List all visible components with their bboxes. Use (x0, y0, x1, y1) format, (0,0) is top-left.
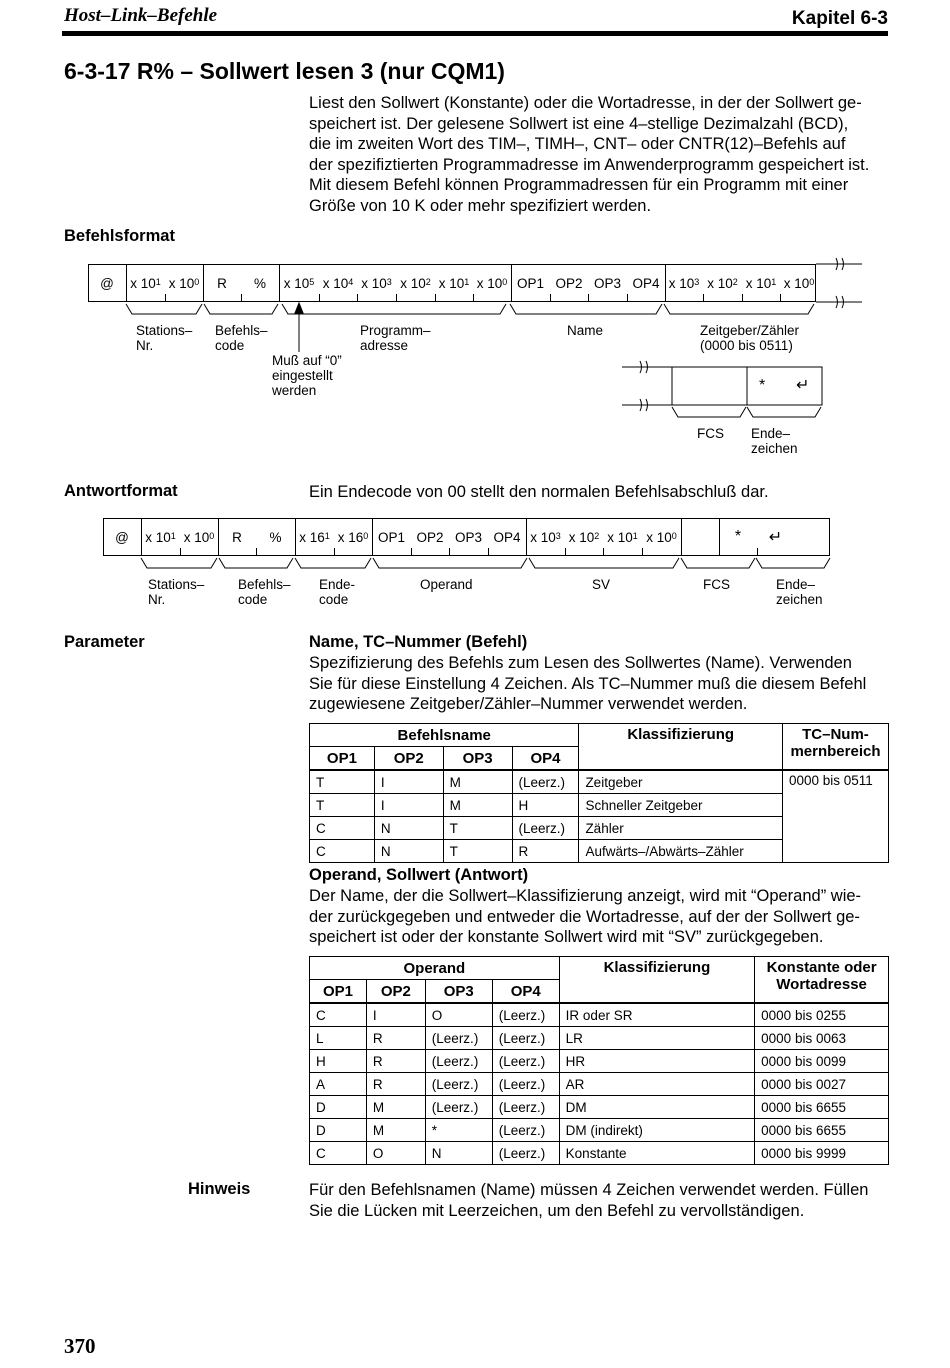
table-cell: T (443, 840, 512, 863)
format-cell: OP2 (555, 275, 583, 291)
table-cell: H (512, 794, 579, 817)
programmadresse-label: Programm– adresse (360, 323, 431, 353)
table-cell: I (374, 794, 443, 817)
chapter-label: Kapitel 6-3 (791, 8, 888, 29)
table-cell: M (443, 794, 512, 817)
format-cell: x 16 $^1$ (299, 529, 330, 545)
table-cell: (Leerz.) (425, 1096, 492, 1119)
page-number: 370 (64, 1334, 96, 1358)
table-cell: HR (559, 1050, 754, 1073)
format-cell: OP1 (377, 529, 405, 545)
format-cell: x 10 $^0$ (646, 529, 677, 545)
table-cell: H (310, 1050, 367, 1073)
parameter-heading: Parameter (64, 633, 145, 651)
table-cell: 0000 bis 0063 (755, 1027, 889, 1050)
name-paragraph: Spezifizierung des Befehls zum Lesen des Sollwertes (Name). Verwenden Sie für diese Einstellung 4 Zeichen. Als TC–Nummer muß die diesem Befehl zugewiesene Zeitgeber/Zähler–Nummer verwendet werden. (309, 654, 867, 713)
table-cell: N (374, 840, 443, 863)
table-cell: C (310, 817, 375, 840)
running-header: Host–Link–Befehle (64, 5, 218, 26)
table-row (310, 1027, 889, 1050)
table-cell: D (310, 1096, 367, 1119)
resp-fcs-label: FCS (703, 577, 730, 592)
command-cells (88, 264, 816, 302)
hinweis-paragraph: Für den Befehlsnamen (Name) müssen 4 Zeichen verwendet werden. Füllen Sie die Lücken mit Leerzeichen, um den Befehl zu vervollständigen. (309, 1181, 869, 1220)
table-cell: 0000 bis 0255 (755, 1003, 889, 1027)
table-cell: Zähler (579, 817, 783, 840)
table-cell: (Leerz.) (492, 1096, 559, 1119)
table1-col-op3: OP3 (443, 747, 512, 771)
table2-col-op2: OP2 (366, 980, 425, 1004)
table-cell: Zeitgeber (579, 770, 783, 794)
resp-ende-label: Ende– zeichen (776, 577, 823, 607)
table-row (310, 1142, 889, 1165)
format-cell: x 10 $^2$ (568, 529, 600, 545)
table-cell: LR (559, 1027, 754, 1050)
format-cell: OP3 (454, 529, 482, 545)
table-cell: (Leerz.) (492, 1119, 559, 1142)
format-cell: R (217, 275, 227, 291)
table-cell: C (310, 840, 375, 863)
table-cell: (Leerz.) (425, 1027, 492, 1050)
table-cell: (Leerz.) (512, 817, 579, 840)
format-cell: OP4 (632, 275, 660, 291)
befehlsname-table (309, 723, 889, 863)
table-row (310, 1050, 889, 1073)
table-cell: 0000 bis 6655 (755, 1119, 889, 1142)
table-row (310, 1073, 889, 1096)
table-cell: I (374, 770, 443, 794)
table2-group-header: Operand (310, 957, 560, 980)
table-cell: (Leerz.) (512, 770, 579, 794)
format-cell: x 10 $^0$ (783, 275, 815, 291)
resp-endecode-label: Ende- code (319, 577, 356, 607)
table-cell: R (366, 1050, 425, 1073)
table2-klass-header: Klassifizierung (559, 957, 754, 1004)
table2-col-op1: OP1 (310, 980, 367, 1004)
resp-operand-label: Operand (420, 577, 473, 592)
section-title: 6-3-17 R% – Sollwert lesen 3 (nur CQM1) (64, 58, 505, 84)
hinweis-heading: Hinweis (188, 1180, 251, 1198)
table1-klass-header: Klassifizierung (579, 724, 783, 771)
table-row (310, 1096, 889, 1119)
table-cell: R (366, 1027, 425, 1050)
format-cell: x 10 $^1$ (745, 275, 777, 291)
format-cell: @ (115, 529, 129, 545)
name-label: Name (567, 323, 604, 338)
name-subheading: Name, TC–Nummer (Befehl) (309, 633, 528, 651)
antwortformat-heading: Antwortformat (64, 482, 178, 500)
format-cell: x 10 $^5$ (283, 275, 315, 291)
table-cell: O (366, 1142, 425, 1165)
format-cell: x 10 $^1$ (607, 529, 638, 545)
format-cell: ↵ (768, 529, 783, 546)
table-cell: (Leerz.) (492, 1003, 559, 1027)
table-cell: * (425, 1119, 492, 1142)
format-cell: @ (100, 275, 114, 291)
table-cell: 0000 bis 9999 (755, 1142, 889, 1165)
table-cell: (Leerz.) (425, 1050, 492, 1073)
ende-label: Ende– zeichen (751, 426, 798, 456)
table-row (310, 1003, 889, 1027)
format-cell: x 10 $^1$ (438, 275, 470, 291)
table-cell: R (366, 1073, 425, 1096)
table-cell: DM (559, 1096, 754, 1119)
table-cell: (Leerz.) (492, 1050, 559, 1073)
table-cell: (Leerz.) (425, 1073, 492, 1096)
format-cell: x 10 $^3$ (668, 275, 700, 291)
zeitgeber-label: Zeitgeber/Zähler (0000 bis 0511) (700, 323, 800, 353)
table-cell: (Leerz.) (492, 1073, 559, 1096)
resp-sv-label: SV (592, 577, 611, 592)
table-cell: T (310, 794, 375, 817)
format-cell: x 10 $^4$ (322, 275, 354, 291)
befehlscode-label: Befehls– code (215, 323, 268, 353)
resp-befehlscode-label: Befehls– code (238, 577, 291, 607)
format-cell: R (232, 529, 242, 545)
format-cell: x 10 $^1$ (145, 529, 176, 545)
table-cell: AR (559, 1073, 754, 1096)
format-cell: x 10 $^0$ (183, 529, 215, 545)
format-cell: OP1 (516, 275, 544, 291)
format-cell: * (734, 528, 742, 545)
table1-col-op4: OP4 (512, 747, 579, 771)
enter-cell: ↵ (796, 377, 810, 394)
table-cell: L (310, 1027, 367, 1050)
table-cell: N (374, 817, 443, 840)
antwortformat-text: Ein Endecode von 00 stellt den normalen Befehlsabschluß dar. (309, 483, 769, 501)
table-cell: C (310, 1003, 367, 1027)
tc-range-cell: 0000 bis 0511 (782, 770, 888, 863)
table-cell: R (512, 840, 579, 863)
operand-table (309, 956, 889, 1165)
format-cell: x 10 $^0$ (168, 275, 200, 291)
format-cell: OP3 (593, 275, 621, 291)
table-cell: N (425, 1142, 492, 1165)
format-cell: OP4 (493, 529, 521, 545)
format-cell: x 10 $^1$ (130, 275, 161, 291)
table1-col-op1: OP1 (310, 747, 375, 771)
table-cell: Konstante (559, 1142, 754, 1165)
table1-col-op2: OP2 (374, 747, 443, 771)
table-cell: I (366, 1003, 425, 1027)
table-cell: T (443, 817, 512, 840)
table1-range-header: TC–Num- mernbereich (782, 724, 888, 771)
table-row (310, 770, 889, 794)
table-cell: Schneller Zeitgeber (579, 794, 783, 817)
table2-col-op4: OP4 (492, 980, 559, 1004)
format-cell: x 10 $^3$ (361, 275, 392, 291)
format-cell: x 10 $^2$ (400, 275, 431, 291)
table2-const-header: Konstante oder Wortadresse (755, 957, 889, 1004)
format-cell: % (253, 275, 266, 291)
format-cell: x 10 $^3$ (530, 529, 561, 545)
befehlsformat-heading: Befehlsformat (64, 227, 175, 245)
table-cell: M (366, 1119, 425, 1142)
table-cell: M (443, 770, 512, 794)
operand-subheading: Operand, Sollwert (Antwort) (309, 866, 529, 884)
table2-col-op3: OP3 (425, 980, 492, 1004)
command-format-diagram (0, 0, 950, 470)
muss-label: Muß auf “0” eingestellt werden (272, 353, 342, 398)
table-cell: D (310, 1119, 367, 1142)
table-cell: IR oder SR (559, 1003, 754, 1027)
fcs-label: FCS (697, 426, 724, 441)
table-cell: (Leerz.) (492, 1142, 559, 1165)
table-row (310, 1119, 889, 1142)
format-cell: x 16 $^0$ (337, 529, 369, 545)
format-cell: x 10 $^2$ (707, 275, 738, 291)
format-cell: OP2 (416, 529, 444, 545)
table-cell: (Leerz.) (492, 1027, 559, 1050)
table-cell: DM (indirekt) (559, 1119, 754, 1142)
table-cell: 0000 bis 0027 (755, 1073, 889, 1096)
table-cell: T (310, 770, 375, 794)
format-cell: x 10 $^0$ (476, 275, 508, 291)
resp-station-label: Stations– Nr. (148, 577, 205, 607)
table-cell: O (425, 1003, 492, 1027)
table-cell: 0000 bis 6655 (755, 1096, 889, 1119)
table-cell: 0000 bis 0099 (755, 1050, 889, 1073)
intro-paragraph: Liest den Sollwert (Konstante) oder die Wortadresse, in der der Sollwert ge- speichert ist. Der gelesene Sollwert ist eine 4–stellige Dezimalzahl (BCD), die im zweiten Wort des TIM–, TIMH–, CNT– oder CNTR(12)–Befehls auf der spezifiztierten Programmadresse im Anwenderprogramm gespeichert ist. Mit diesem Befehl können Programmadressen für ein Programm mit einer Größe von 10 K oder mehr spezifiziert werden. (309, 94, 870, 215)
format-cell: % (269, 529, 282, 545)
table-cell: C (310, 1142, 367, 1165)
operand-paragraph: Der Name, der die Sollwert–Klassifizierung anzeigt, wird mit “Operand” wie- der zurückgegeben und entweder die Wortadresse, auf der der Sollwert ge- speichert ist oder der konstante Sollwert wird mit “SV” zurückgegeben. (309, 887, 862, 946)
table1-group-header: Befehlsname (310, 724, 579, 747)
table-cell: Aufwärts–/Abwärts–Zähler (579, 840, 783, 863)
table-cell: A (310, 1073, 367, 1096)
table-cell: M (366, 1096, 425, 1119)
station-label: Stations– Nr. (136, 323, 193, 353)
asterisk-cell: * (759, 377, 766, 394)
